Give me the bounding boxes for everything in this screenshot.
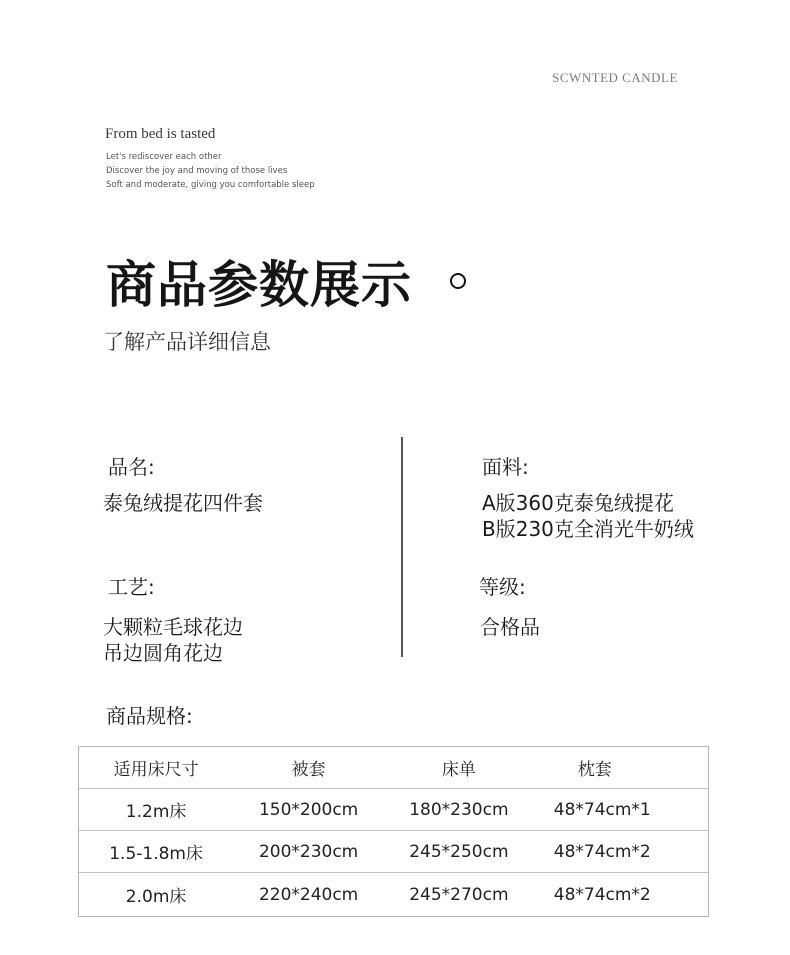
brand-name: SCWNTED CANDLE — [552, 70, 678, 85]
craft-label: 工艺: — [108, 575, 155, 599]
column-divider — [401, 437, 403, 657]
page-subtitle: 了解产品详细信息 — [103, 330, 271, 354]
table-header-row — [79, 747, 709, 789]
table-header-cell: 被套 — [291, 760, 326, 780]
table-cell: 48*74cm*1 — [534, 789, 709, 831]
table-header-cell: 床单 — [441, 760, 476, 780]
product-name-value: 泰兔绒提花四件套 — [103, 491, 263, 515]
fabric-value-line: B版230克全消光牛奶绒 — [482, 517, 694, 541]
table-cell: 245*270cm — [384, 873, 534, 917]
table-cell: 1.2m床 — [79, 789, 234, 831]
spec-label: 商品规格: — [106, 704, 193, 728]
table-cell: 220*240cm — [233, 873, 384, 917]
table-cell: 245*250cm — [384, 831, 534, 873]
grade-value: 合格品 — [480, 615, 540, 639]
table-row — [79, 873, 709, 917]
subline: Discover the joy and moving of those lives — [106, 166, 288, 176]
table-cell: 1.5-1.8m床 — [79, 831, 234, 873]
table-cell: 200*230cm — [233, 831, 384, 873]
title-dot-icon — [450, 273, 466, 289]
page-title: 商品参数展示 — [106, 256, 412, 314]
fabric-value-line: A版360克泰兔绒提花 — [482, 491, 674, 515]
table-header-cell: 枕套 — [577, 760, 612, 780]
table-cell: 180*230cm — [384, 789, 534, 831]
table-row — [79, 831, 709, 873]
craft-value-line: 吊边圆角花边 — [103, 641, 223, 665]
grade-label: 等级: — [479, 575, 526, 599]
tagline: From bed is tasted — [105, 126, 216, 142]
table-cell: 48*74cm*2 — [534, 873, 709, 917]
fabric-label: 面料: — [482, 455, 529, 479]
table-row — [79, 789, 709, 831]
subline: Let's rediscover each other — [106, 152, 222, 162]
spec-table — [78, 746, 709, 917]
subline: Soft and moderate, giving you comfortable sleep — [106, 180, 315, 190]
craft-value-line: 大颗粒毛球花边 — [103, 615, 243, 639]
table-cell: 2.0m床 — [79, 873, 234, 917]
table-cell: 48*74cm*2 — [534, 831, 709, 873]
table-cell: 150*200cm — [233, 789, 384, 831]
table-header-cell: 适用床尺寸 — [113, 760, 199, 780]
product-name-label: 品名: — [108, 455, 155, 479]
